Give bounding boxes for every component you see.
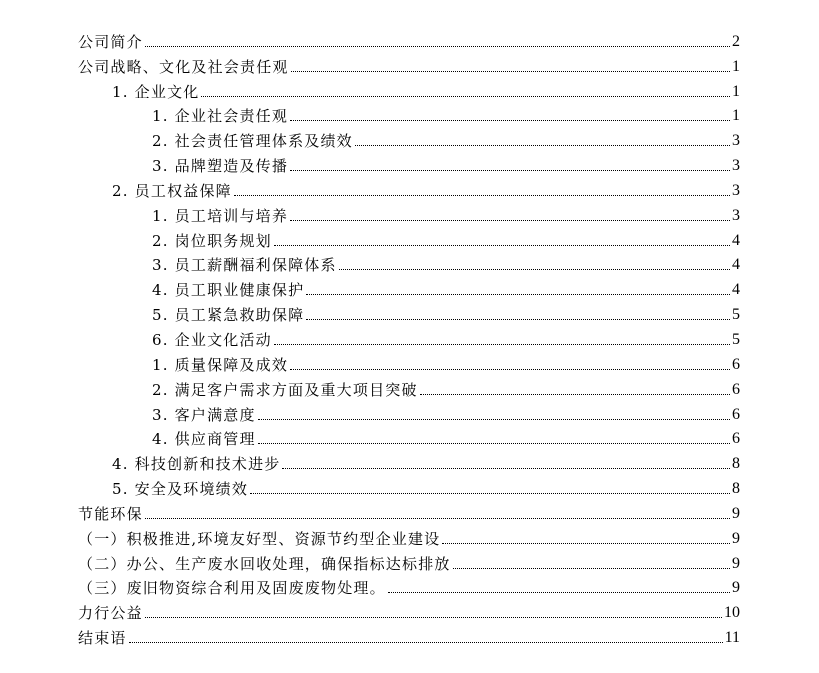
toc-leader-dots <box>291 71 730 72</box>
toc-page-number: 3 <box>732 206 740 224</box>
toc-entry-label: （三）废旧物资综合利用及固废废物处理。 <box>78 579 386 598</box>
toc-page-number: 5 <box>732 330 740 348</box>
toc-entry-label: 节能环保 <box>78 504 143 523</box>
toc-page-number: 6 <box>732 405 740 423</box>
toc-entry-wastewater-recycling[interactable] <box>78 548 740 573</box>
toc-leader-dots <box>250 493 730 494</box>
toc-entry-label: 力行公益 <box>78 604 143 623</box>
toc-entry-label: 2. 员工权益保障 <box>112 181 232 200</box>
toc-leader-dots <box>388 592 730 593</box>
toc-leader-dots <box>290 369 730 370</box>
toc-leader-dots <box>453 568 730 569</box>
toc-entry-label: 4. 科技创新和技术进步 <box>112 455 281 474</box>
toc-entry-label: 3. 员工薪酬福利保障体系 <box>152 256 337 275</box>
toc-page-number: 8 <box>732 455 740 473</box>
toc-leader-dots <box>339 269 730 270</box>
toc-entry-label: 1. 员工培训与培养 <box>152 206 289 225</box>
toc-entry-label: 5. 员工紧急救助保障 <box>152 306 305 325</box>
toc-entry-tech-innovation[interactable] <box>78 448 740 473</box>
toc-page-number: 3 <box>732 157 740 175</box>
toc-page-number: 6 <box>732 430 740 448</box>
toc-entry-label: 2. 岗位职务规划 <box>152 231 272 250</box>
toc-entry-label: 6. 企业文化活动 <box>152 330 272 349</box>
toc-entry-company-profile[interactable] <box>78 26 740 51</box>
toc-entry-environment-friendly[interactable] <box>78 523 740 548</box>
toc-leader-dots <box>129 642 723 643</box>
toc-entry-occupational-health[interactable] <box>78 274 740 299</box>
toc-page-number: 3 <box>732 181 740 199</box>
toc-leader-dots <box>306 319 730 320</box>
toc-entry-energy-saving[interactable] <box>78 498 740 523</box>
toc-entry-responsibility-management[interactable] <box>78 125 740 150</box>
toc-page-number: 6 <box>732 355 740 373</box>
toc-page-number: 4 <box>732 231 740 249</box>
toc-entry-label: 3. 品牌塑造及传播 <box>152 157 289 176</box>
toc-entry-label: 1. 企业文化 <box>112 82 200 101</box>
toc-entry-corporate-culture[interactable] <box>78 76 740 101</box>
toc-entry-quality-assurance[interactable] <box>78 349 740 374</box>
toc-page-number: 8 <box>732 480 740 498</box>
toc-leader-dots <box>290 220 730 221</box>
toc-entry-conclusion[interactable] <box>78 622 740 647</box>
toc-entry-customer-satisfaction[interactable] <box>78 399 740 424</box>
toc-entry-label: （一）积极推进,环境友好型、资源节约型企业建设 <box>78 529 441 548</box>
toc-leader-dots <box>355 145 730 146</box>
toc-leader-dots <box>201 96 730 97</box>
toc-entry-job-planning[interactable] <box>78 225 740 250</box>
toc-entry-public-welfare[interactable] <box>78 597 740 622</box>
table-of-contents <box>78 26 740 647</box>
toc-entry-emergency-assistance[interactable] <box>78 299 740 324</box>
toc-entry-label: 4. 供应商管理 <box>152 430 256 449</box>
toc-leader-dots <box>306 294 730 295</box>
toc-entry-label: 2. 社会责任管理体系及绩效 <box>152 132 353 151</box>
toc-entry-waste-materials[interactable] <box>78 573 740 598</box>
toc-page-number: 9 <box>732 554 740 572</box>
toc-entry-supplier-management[interactable] <box>78 424 740 449</box>
toc-entry-social-responsibility-view[interactable] <box>78 101 740 126</box>
toc-entry-compensation-benefits[interactable] <box>78 250 740 275</box>
toc-entry-label: 5. 安全及环境绩效 <box>112 480 249 499</box>
toc-entry-label: 2. 满足客户需求方面及重大项目突破 <box>152 380 418 399</box>
toc-leader-dots <box>274 344 730 345</box>
toc-page-number: 9 <box>732 579 740 597</box>
toc-leader-dots <box>258 443 730 444</box>
toc-page-number: 9 <box>732 529 740 547</box>
toc-leader-dots <box>274 245 730 246</box>
toc-entry-label: 3. 客户满意度 <box>152 405 256 424</box>
toc-leader-dots <box>290 120 730 121</box>
toc-leader-dots <box>258 419 730 420</box>
toc-leader-dots <box>145 46 730 47</box>
toc-page-number: 1 <box>732 57 740 75</box>
toc-entry-label: 公司简介 <box>78 32 143 51</box>
toc-page-number: 4 <box>732 281 740 299</box>
toc-entry-strategy-culture[interactable] <box>78 51 740 76</box>
toc-leader-dots <box>145 518 730 519</box>
toc-page-number: 2 <box>732 32 740 50</box>
toc-entry-label: 4. 员工职业健康保护 <box>152 281 305 300</box>
toc-page-number: 1 <box>732 107 740 125</box>
toc-page-number: 6 <box>732 380 740 398</box>
toc-entry-label: 1. 企业社会责任观 <box>152 107 289 126</box>
toc-entry-brand-building[interactable] <box>78 150 740 175</box>
toc-leader-dots <box>282 468 730 469</box>
toc-entry-culture-activities[interactable] <box>78 324 740 349</box>
toc-entry-customer-needs[interactable] <box>78 374 740 399</box>
toc-leader-dots <box>442 543 730 544</box>
toc-page-number: 4 <box>732 256 740 274</box>
toc-entry-label: 结束语 <box>78 629 127 648</box>
toc-page-number: 5 <box>732 306 740 324</box>
toc-page-number: 3 <box>732 132 740 150</box>
toc-entry-label: 公司战略、文化及社会责任观 <box>78 57 289 76</box>
toc-leader-dots <box>290 170 730 171</box>
toc-leader-dots <box>145 617 722 618</box>
toc-entry-label: 1. 质量保障及成效 <box>152 355 289 374</box>
toc-page-number: 10 <box>724 604 740 622</box>
toc-page-number: 11 <box>724 629 740 647</box>
toc-entry-label: （二）办公、生产废水回收处理，确保指标达标排放 <box>78 554 451 573</box>
toc-page-number: 9 <box>732 504 740 522</box>
toc-entry-employee-rights[interactable] <box>78 175 740 200</box>
toc-entry-employee-training[interactable] <box>78 200 740 225</box>
toc-leader-dots <box>234 195 730 196</box>
toc-entry-safety-environment[interactable] <box>78 473 740 498</box>
toc-page-number: 1 <box>732 82 740 100</box>
toc-leader-dots <box>420 394 730 395</box>
